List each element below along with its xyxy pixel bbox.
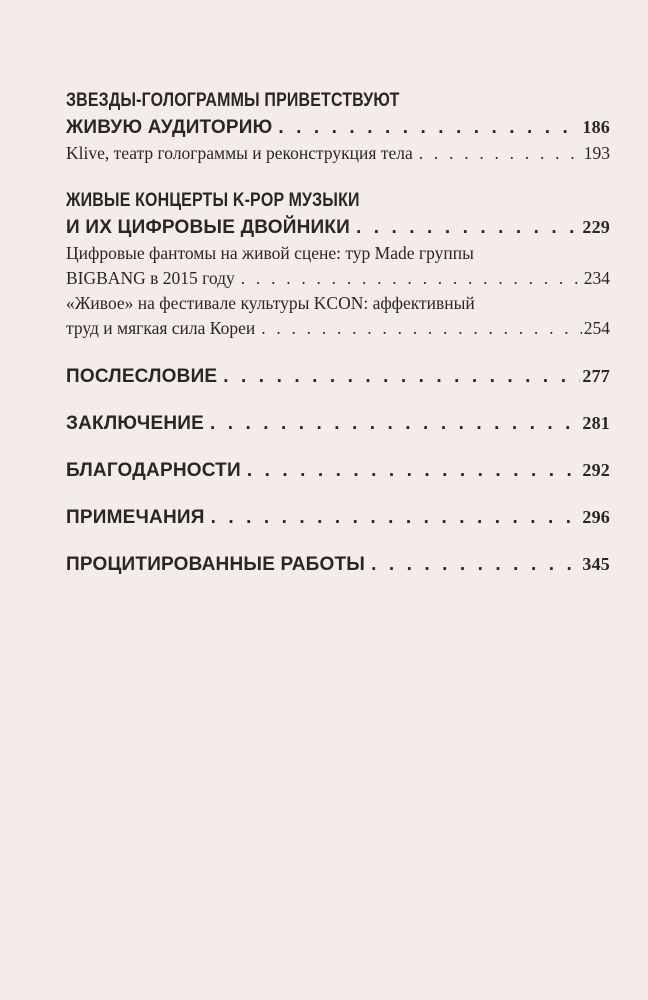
leader-dots — [211, 505, 581, 531]
toc-heading-line — [66, 188, 610, 214]
page-number: 292 — [582, 460, 610, 480]
toc-sub-line — [66, 291, 610, 316]
subsection-title: «Живое» на фестивале культуры KCON: аффективный — [66, 293, 475, 313]
toc-section-conclusion — [66, 410, 610, 437]
section-title-line: ЗВЕЗДЫ-ГОЛОГРАММЫ ПРИВЕТСТВУЮТ — [66, 90, 400, 111]
page-number: 234 — [583, 268, 610, 288]
leader-dots — [247, 458, 581, 484]
toc-sub-line — [66, 266, 610, 291]
leader-dots — [278, 115, 580, 141]
toc-section-acknowledgements — [66, 457, 610, 484]
leader-dots — [223, 364, 580, 390]
toc-section-works-cited — [66, 551, 610, 578]
toc-sub-line — [66, 316, 610, 341]
page-number: 193 — [583, 143, 610, 163]
page-number: 254 — [583, 318, 610, 338]
leader-dots — [241, 266, 582, 291]
page-number: 186 — [582, 117, 610, 137]
page-number: 229 — [582, 217, 610, 237]
leader-dots — [210, 411, 580, 437]
section-title-line: И ИХ ЦИФРОВЫЕ ДВОЙНИКИ — [66, 217, 351, 238]
toc-sub-line — [66, 141, 610, 166]
table-of-contents — [66, 88, 610, 578]
section-title-line: ПРОЦИТИРОВАННЫЕ РАБОТЫ — [66, 554, 366, 575]
toc-heading-line — [66, 214, 610, 241]
toc-section-kpop — [66, 188, 610, 341]
toc-section-afterword — [66, 363, 610, 390]
toc-heading-line — [66, 88, 610, 114]
page-number: 281 — [582, 413, 610, 433]
subsection-title: BIGBANG в 2015 году — [66, 268, 235, 288]
leader-dots — [356, 215, 580, 241]
leader-dots — [261, 316, 582, 341]
toc-section-holograms — [66, 88, 610, 166]
section-title-line: ПРИМЕЧАНИЯ — [66, 507, 205, 528]
page-number: 296 — [582, 507, 610, 527]
subsection-title: Klive, театр голограммы и реконструкция тела — [66, 143, 413, 163]
page-number: 345 — [582, 554, 610, 574]
section-title-line: ЗАКЛЮЧЕНИЕ — [66, 413, 204, 434]
subsection-title: Цифровые фантомы на живой сцене: тур Made группы — [66, 243, 474, 263]
section-title-line: БЛАГОДАРНОСТИ — [66, 460, 241, 481]
section-title-line: ЖИВУЮ АУДИТОРИЮ — [66, 117, 273, 138]
section-title-line: ЖИВЫЕ КОНЦЕРТЫ K-POP МУЗЫКИ — [66, 190, 360, 211]
toc-sub-line — [66, 241, 610, 266]
toc-section-notes — [66, 504, 610, 531]
leader-dots — [419, 141, 582, 166]
page-number: 277 — [582, 366, 610, 386]
leader-dots — [371, 552, 580, 578]
subsection-title: труд и мягкая сила Кореи — [66, 318, 256, 338]
section-title-line: ПОСЛЕСЛОВИЕ — [66, 366, 218, 387]
toc-heading-line — [66, 114, 610, 141]
